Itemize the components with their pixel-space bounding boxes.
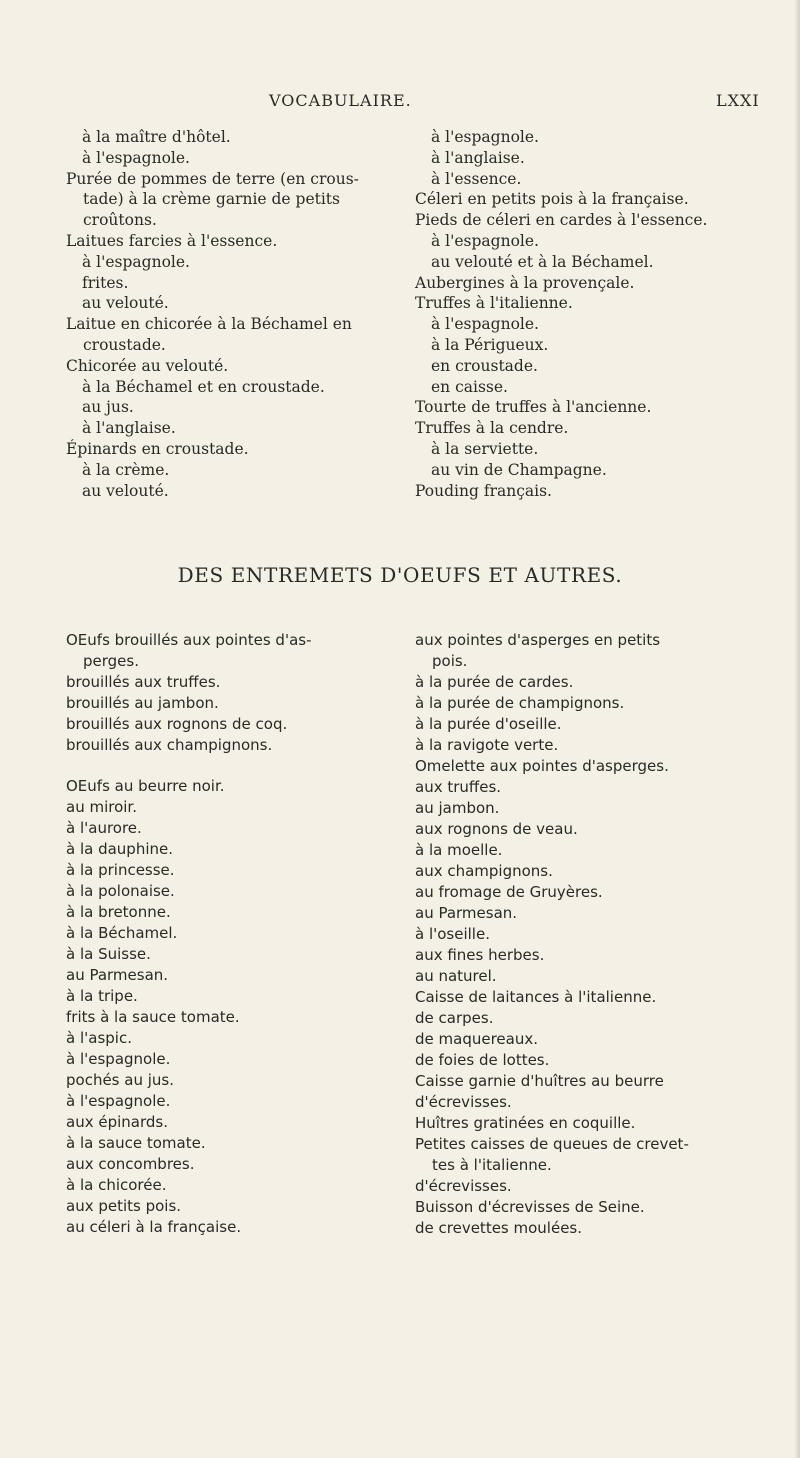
list-item: en croustade. [431, 356, 538, 375]
bottom-left-column [66, 630, 396, 1238]
list-item: à la crème. [82, 460, 170, 479]
list-item: Caisse de laitances à l'italienne. [415, 988, 657, 1006]
top-right-column [415, 127, 765, 501]
list-item: de foies de lottes. [415, 1051, 550, 1069]
list-item: à la polonaise. [66, 882, 175, 900]
list-item: aux champignons. [415, 862, 553, 880]
list-item: à la purée d'oseille. [415, 715, 562, 733]
list-item: à l'anglaise. [82, 419, 176, 438]
list-item: pochés au jus. [66, 1071, 174, 1089]
list-item: à l'espagnole. [431, 128, 539, 146]
list-item: aux petits pois. [66, 1197, 182, 1215]
list-item: Truffes à l'italienne. [415, 294, 573, 313]
list-item: brouillés au jambon. [66, 694, 219, 712]
list-item: de crevettes moulées. [415, 1219, 583, 1237]
list-item: au velouté et à la Béchamel. [431, 252, 654, 271]
list-item: à la bretonne. [66, 903, 171, 921]
list-item: Laitue en chicorée à la Béchamel en [66, 315, 352, 334]
list-item: à la Béchamel et en croustade. [82, 377, 325, 396]
list-item: d'écrevisses. [415, 1093, 512, 1111]
list-item: aux truffes. [415, 778, 502, 796]
page-edge-shadow [794, 0, 800, 1458]
list-item: à la purée de champignons. [415, 694, 625, 712]
list-item: Céleri en petits pois à la française. [415, 190, 689, 209]
list-item: Purée de pommes de terre (en crous- [66, 169, 359, 188]
list-item: à la moelle. [415, 841, 503, 859]
list-item: aux pointes d'asperges en petits [415, 631, 661, 649]
list-item: Pieds de céleri en cardes à l'essence. [415, 211, 708, 230]
list-item: à l'espagnole. [82, 252, 190, 271]
list-item: Huîtres gratinées en coquille. [415, 1114, 636, 1132]
top-left-column [66, 127, 376, 501]
list-item: Laitues farcies à l'essence. [66, 231, 278, 250]
list-item: à la princesse. [66, 861, 175, 879]
list-gap [66, 756, 396, 776]
list-item: au miroir. [66, 798, 137, 816]
list-item: Aubergines à la provençale. [415, 273, 635, 292]
header-title: VOCABULAIRE. [269, 91, 412, 110]
list-item: aux fines herbes. [415, 946, 545, 964]
list-item: pois. [432, 652, 468, 670]
list-item: perges. [83, 652, 139, 670]
section-title: DES ENTREMETS D'OEUFS ET AUTRES. [177, 563, 623, 587]
list-item: à l'aurore. [66, 819, 142, 837]
list-item: frites. [82, 273, 129, 292]
list-item: à l'espagnole. [66, 1050, 171, 1068]
list-item: à la serviette. [431, 439, 539, 458]
list-item: à l'espagnole. [431, 231, 539, 250]
list-item: à l'oseille. [415, 925, 490, 943]
list-item: aux épinards. [66, 1113, 168, 1131]
list-item: au jambon. [415, 799, 500, 817]
list-item: à la Suisse. [66, 945, 151, 963]
list-item: croûtons. [83, 211, 157, 230]
list-item: au Parmesan. [415, 904, 518, 922]
list-item: au fromage de Gruyères. [415, 883, 603, 901]
list-item: au vin de Champagne. [431, 460, 607, 479]
list-item: OEufs brouillés aux pointes d'as- [66, 631, 312, 649]
list-item: au Parmesan. [66, 966, 169, 984]
list-item: aux concombres. [66, 1155, 195, 1173]
running-header [0, 91, 800, 115]
list-item: Tourte de truffes à l'ancienne. [415, 398, 652, 417]
list-item: brouillés aux rognons de coq. [66, 715, 288, 733]
list-item: brouillés aux champignons. [66, 736, 273, 754]
list-item: tes à l'italienne. [432, 1156, 552, 1174]
list-item: à la sauce tomate. [66, 1134, 206, 1152]
list-item: Caisse garnie d'huîtres au beurre [415, 1072, 664, 1090]
list-item: Petites caisses de queues de crevet- [415, 1135, 689, 1153]
list-item: à la chicorée. [66, 1176, 167, 1194]
list-item: à la purée de cardes. [415, 673, 574, 691]
list-item: tade) à la crème garnie de petits [83, 190, 340, 209]
list-item: à la dauphine. [66, 840, 174, 858]
list-item: Truffes à la cendre. [415, 419, 569, 438]
list-item: à la maître d'hôtel. [82, 128, 231, 146]
list-item: au naturel. [415, 967, 497, 985]
list-item: de maquereaux. [415, 1030, 538, 1048]
list-item: à l'espagnole. [66, 1092, 171, 1110]
list-item: à l'essence. [431, 169, 522, 188]
list-item: frits à la sauce tomate. [66, 1008, 240, 1026]
bottom-right-column [415, 630, 775, 1239]
list-item: croustade. [83, 335, 166, 354]
list-item: à la Béchamel. [66, 924, 178, 942]
list-item: à la Périgueux. [431, 335, 549, 354]
list-item: en caisse. [431, 377, 508, 396]
list-item: au céleri à la française. [66, 1218, 242, 1236]
list-item: de carpes. [415, 1009, 494, 1027]
list-item: d'écrevisses. [415, 1177, 512, 1195]
list-item: à l'anglaise. [431, 148, 525, 167]
list-item: à l'espagnole. [82, 148, 190, 167]
list-item: au velouté. [82, 294, 169, 313]
list-item: Épinards en croustade. [66, 439, 249, 458]
list-item: Buisson d'écrevisses de Seine. [415, 1198, 645, 1216]
list-item: au velouté. [82, 481, 169, 500]
list-item: Chicorée au velouté. [66, 356, 229, 375]
list-item: Pouding français. [415, 481, 552, 500]
list-item: à l'aspic. [66, 1029, 132, 1047]
list-item: à la ravigote verte. [415, 736, 559, 754]
list-item: Omelette aux pointes d'asperges. [415, 757, 669, 775]
page-number: LXXI [716, 91, 760, 110]
list-item: à la tripe. [66, 987, 138, 1005]
list-item: au jus. [82, 398, 134, 417]
list-item: aux rognons de veau. [415, 820, 578, 838]
list-item: OEufs au beurre noir. [66, 777, 225, 795]
list-item: brouillés aux truffes. [66, 673, 221, 691]
list-item: à l'espagnole. [431, 315, 539, 334]
